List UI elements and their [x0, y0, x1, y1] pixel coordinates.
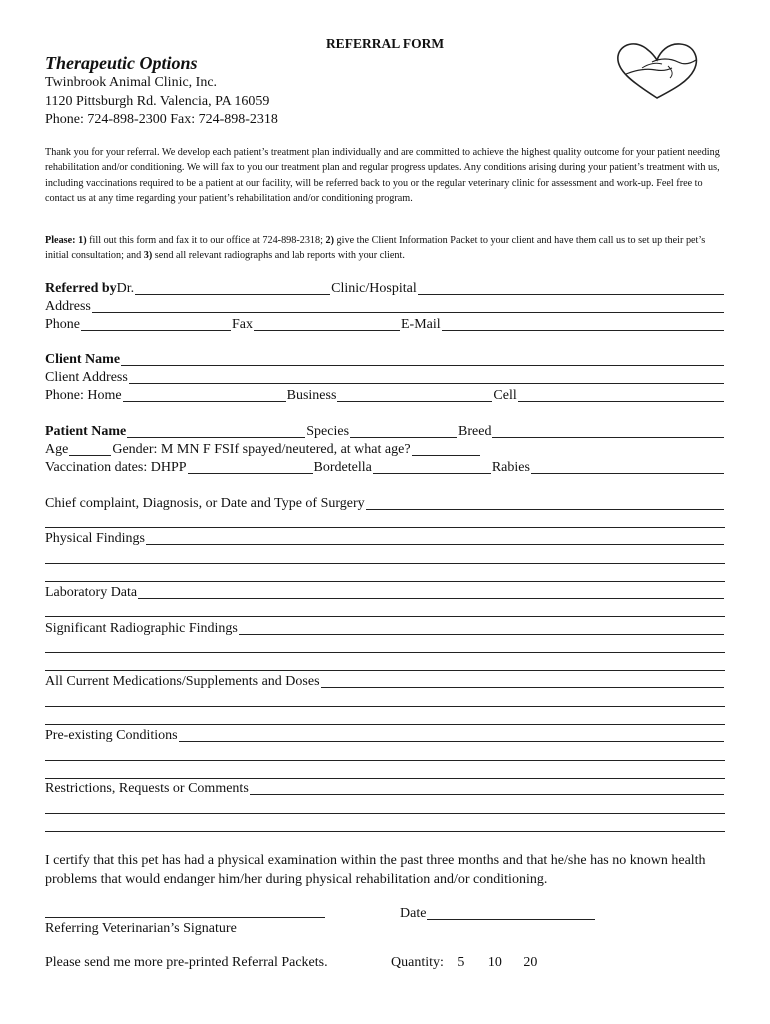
breed-field[interactable]	[492, 424, 724, 438]
quantity-option-20[interactable]: 20	[523, 955, 538, 970]
referred-by-row	[45, 279, 725, 297]
referrer-fax-field[interactable]	[254, 317, 400, 331]
client-cell-label: Cell	[493, 388, 517, 403]
preexisting-line-2[interactable]	[45, 760, 725, 761]
step-3-number: 3)	[143, 250, 153, 262]
radiographic-findings-label: Significant Radiographic Findings	[45, 621, 238, 636]
preexisting-conditions-field[interactable]	[179, 728, 724, 742]
age-field[interactable]	[69, 442, 111, 456]
medications-row	[45, 672, 725, 690]
restrictions-line-2[interactable]	[45, 813, 725, 814]
step-2-text: give the Client Information Packet to your client and have them call us to set up their pet’s initial consultation; and	[45, 235, 706, 262]
rabies-label: Rabies	[491, 460, 530, 475]
breed-label: Breed	[458, 424, 492, 439]
referred-by-label: Referred by	[45, 281, 117, 296]
bordetella-label: Bordetella	[313, 460, 372, 475]
chief-complaint-row	[45, 494, 725, 512]
referrer-contact-row	[45, 315, 725, 333]
vaccination-dhpp-label: Vaccination dates: DHPP	[45, 460, 187, 475]
medications-line-3[interactable]	[45, 724, 725, 725]
rabies-date-field[interactable]	[531, 460, 724, 474]
step-2-number: 2)	[325, 235, 334, 246]
patient-name-label: Patient Name	[45, 424, 127, 439]
physical-findings-line-2[interactable]	[45, 563, 725, 564]
spay-neuter-age-label: If spayed/neutered, at what age?	[229, 442, 411, 457]
laboratory-data-label: Laboratory Data	[45, 585, 138, 600]
form-title: REFERRAL FORM	[325, 36, 445, 51]
practice-name: Therapeutic Options	[45, 53, 198, 73]
radiographic-findings-field[interactable]	[239, 621, 724, 635]
referrer-address-label: Address	[45, 299, 91, 314]
dhpp-date-field[interactable]	[188, 460, 313, 474]
chief-complaint-field[interactable]	[366, 496, 724, 510]
client-phone-row	[45, 386, 725, 404]
preexisting-conditions-label: Pre-existing Conditions	[45, 728, 178, 743]
bordetella-date-field[interactable]	[373, 460, 491, 474]
client-phone-home-label: Phone: Home	[45, 388, 122, 403]
restrictions-label: Restrictions, Requests or Comments	[45, 781, 249, 796]
laboratory-data-field[interactable]	[138, 585, 724, 599]
physical-findings-label: Physical Findings	[45, 531, 145, 546]
date-label: Date	[400, 906, 427, 921]
physical-findings-field[interactable]	[146, 531, 724, 545]
client-name-label: Client Name	[45, 352, 121, 367]
client-phone-home-field[interactable]	[123, 388, 286, 402]
referrer-phone-label: Phone	[45, 317, 80, 332]
age-label: Age	[45, 442, 69, 457]
clinic-name: Twinbrook Animal Clinic, Inc.	[45, 75, 218, 90]
laboratory-data-line-2[interactable]	[45, 616, 725, 617]
client-cell-field[interactable]	[518, 388, 724, 402]
species-field[interactable]	[350, 424, 457, 438]
radiographic-row	[45, 619, 725, 637]
referrer-address-row	[45, 297, 725, 315]
age-gender-row	[45, 440, 725, 458]
physical-findings-row	[45, 529, 725, 547]
clinic-phone-fax: Phone: 724-898-2300 Fax: 724-898-2318	[45, 112, 278, 127]
physical-findings-line-3[interactable]	[45, 581, 725, 582]
restrictions-field[interactable]	[250, 781, 724, 795]
quantity-option-5[interactable]: 5	[457, 955, 465, 970]
quantity-label: Quantity:	[391, 955, 444, 970]
chief-complaint-label: Chief complaint, Diagnosis, or Date and Type of Surgery	[45, 496, 365, 511]
radiographic-line-2[interactable]	[45, 652, 725, 653]
date-row	[400, 904, 596, 922]
restrictions-line-3[interactable]	[45, 831, 725, 832]
please-label: Please:	[45, 235, 76, 246]
clinic-hospital-label: Clinic/Hospital	[331, 281, 417, 296]
instructions	[45, 233, 725, 264]
client-address-field[interactable]	[129, 370, 724, 384]
signature-field[interactable]	[45, 917, 325, 918]
client-address-label: Client Address	[45, 370, 128, 385]
referring-doctor-field[interactable]	[135, 281, 330, 295]
signature-label: Referring Veterinarian’s Signature	[45, 921, 237, 936]
referrer-email-field[interactable]	[442, 317, 724, 331]
patient-name-field[interactable]	[127, 424, 305, 438]
medications-field[interactable]	[321, 674, 724, 688]
vaccination-row	[45, 458, 725, 476]
medications-label: All Current Medications/Supplements and Doses	[45, 674, 320, 689]
heart-hands-logo-icon	[612, 40, 702, 102]
intro-paragraph: Thank you for your referral. We develop each patient’s treatment plan individually and are committed to achieve the highest quality outcome for your patient needing rehabilitation and/or conditioning. We will fax to you our treatment plan and regular progress updates. Any conditions arising during your patient’s treatment with us, including vaccinations required to be a patient at our facility, will be referred back to you or the regular veterinary clinic for assessment and work-up. Feel free to contact us at any time regarding your patient’s rehabilitation and/or conditioning program.	[45, 147, 720, 204]
client-business-field[interactable]	[337, 388, 492, 402]
referrer-address-field[interactable]	[92, 299, 724, 313]
preexisting-row	[45, 726, 725, 744]
referrer-phone-field[interactable]	[81, 317, 231, 331]
chief-complaint-line-2[interactable]	[45, 527, 725, 528]
client-name-row	[45, 350, 725, 368]
step-3-text: send all relevant radiographs and lab reports with your client.	[152, 250, 405, 262]
quantity-option-10[interactable]: 10	[487, 955, 502, 970]
step-1-number: 1)	[78, 235, 87, 246]
clinic-address: 1120 Pittsburgh Rd. Valencia, PA 16059	[45, 94, 270, 109]
step-1-text: fill out this form and fax it to our office at 724-898-2318;	[86, 235, 326, 246]
referrer-email-label: E-Mail	[401, 317, 441, 332]
packet-request-text: Please send me more pre-printed Referral Packets.	[45, 955, 328, 970]
laboratory-data-row	[45, 583, 725, 601]
patient-name-row	[45, 422, 725, 440]
gender-options[interactable]: Gender: M MN F FS	[112, 442, 230, 457]
date-field[interactable]	[427, 906, 595, 920]
certification-text: I certify that this pet has had a physical examination within the past three months and that he/she has no known health problems that would endanger him/her during physical rehabilitation and/or conditioning.	[45, 853, 706, 887]
spay-neuter-age-field[interactable]	[412, 442, 480, 456]
client-name-field[interactable]	[121, 352, 724, 366]
species-label: Species	[306, 424, 350, 439]
radiographic-line-3[interactable]	[45, 670, 725, 671]
quantity-group	[391, 955, 537, 971]
dr-label: Dr.	[116, 281, 135, 296]
referrer-fax-label: Fax	[232, 317, 253, 332]
clinic-hospital-field[interactable]	[418, 281, 724, 295]
client-address-row	[45, 368, 725, 386]
client-business-label: Business	[286, 388, 337, 403]
restrictions-row	[45, 779, 725, 797]
medications-line-2[interactable]	[45, 706, 725, 707]
